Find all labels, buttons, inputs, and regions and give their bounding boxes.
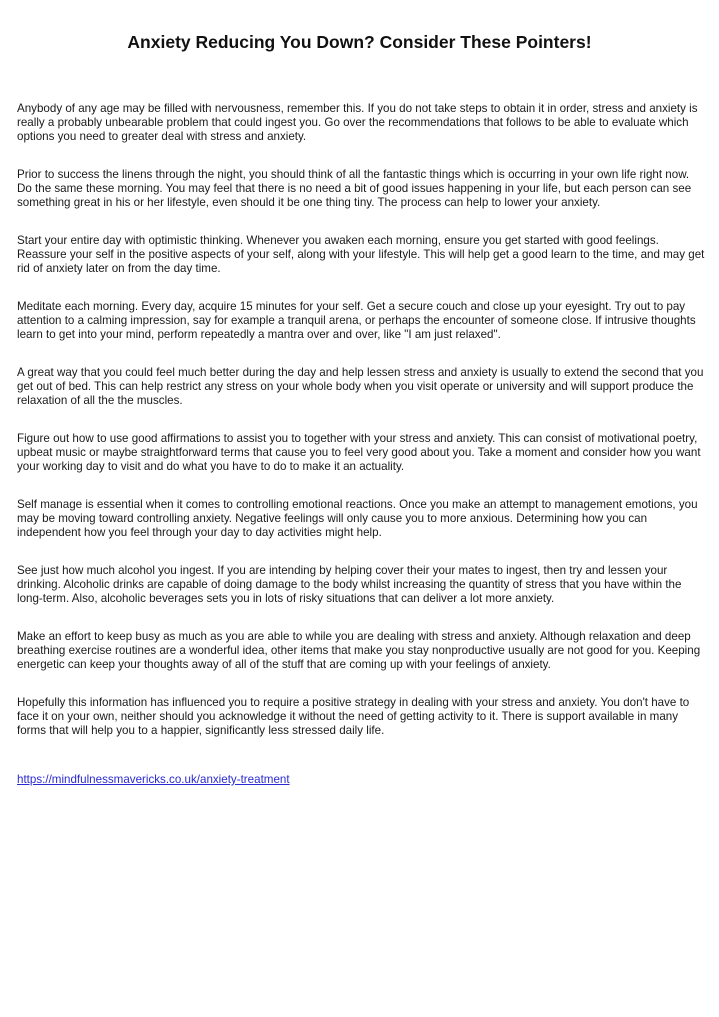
- article-body: [17, 102, 705, 762]
- paragraph-8: See just how much alcohol you ingest. If you are intending by helping cover their your mates to ingest, then try and lessen your drinking. Alcoholic drinks are capable of doing damage to the body whilst increasing the quantity of stress that you have within the long-term. Also, alcoholic beverages sets you in lots of risky situations that can deliver a lot more anxiety.: [17, 564, 682, 605]
- source-link[interactable]: https://mindfulnessmavericks.co.uk/anxiety-treatment: [17, 773, 290, 786]
- paragraph-5: A great way that you could feel much better during the day and help lessen stress and anxiety is usually to extend the second that you get out of bed. This can help restrict any stress on your whole body when you visit operate or university and will support produce the relaxation of all the the muscles.: [17, 366, 704, 407]
- paragraph-9: Make an effort to keep busy as much as you are able to while you are dealing with stress and anxiety. Although relaxation and deep breathing exercise routines are a wonderful idea, other items that make you stay nonproductive usually are not good for you. Keeping energetic can keep your thoughts away of all of the stuff that are coming up with your feelings of anxiety.: [17, 630, 701, 671]
- paragraph-6: Figure out how to use good affirmations to assist you to together with your stress and anxiety. This can consist of motivational poetry, upbeat music or maybe straightforward terms that cause you to feel very good about you. Take a moment and consider how you want your working day to visit and do what you have to do to make it an actuality.: [17, 432, 701, 473]
- paragraph-3: Start your entire day with optimistic thinking. Whenever you awaken each morning, ensure you get started with good feelings. Reassure your self in the positive aspects of your self, along with your lifestyle. This will help get a good learn to the time, and may get rid of anxiety later on from the day time.: [17, 234, 705, 275]
- page-title: Anxiety Reducing You Down? Consider These Pointers!: [127, 32, 592, 52]
- paragraph-4: Meditate each morning. Every day, acquire 15 minutes for your self. Get a secure couch and close up your eyesight. Try out to pay attention to a calming impression, say for example a tranquil arena, or perhaps the encounter of someone close. If intrusive thoughts learn to get into your mind, perform repeatedly a mantra over and over, like "I am just relaxed".: [17, 300, 696, 341]
- paragraph-10: Hopefully this information has influenced you to require a positive strategy in dealing with your stress and anxiety. You don't have to face it on your own, neither should you acknowledge it without the need of getting activity to it. There is support available in many forms that will help you to a happier, significantly less stressed daily life.: [17, 696, 690, 737]
- paragraph-2: Prior to success the linens through the night, you should think of all the fantastic things which is occurring in your own life right now. Do the same these morning. You may feel that there is no need a bit of good issues happening in your life, but each person can see something great in his or her lifestyle, even should it be one thing tiny. The process can help to lower your anxiety.: [17, 168, 692, 209]
- paragraph-1: Anybody of any age may be filled with nervousness, remember this. If you do not take steps to obtain it in order, stress and anxiety is really a probably unbearable problem that could ingest you. Go over the recommendations that follows to be able to evaluate which options you need to greater deal with stress and anxiety.: [17, 102, 698, 143]
- paragraph-7: Self manage is essential when it comes to controlling emotional reactions. Once you make an attempt to management emotions, you may be moving toward controlling anxiety. Negative feelings will only cause you to more anxious. Determining how you can independent how you feel through your day to day activities might help.: [17, 498, 698, 539]
